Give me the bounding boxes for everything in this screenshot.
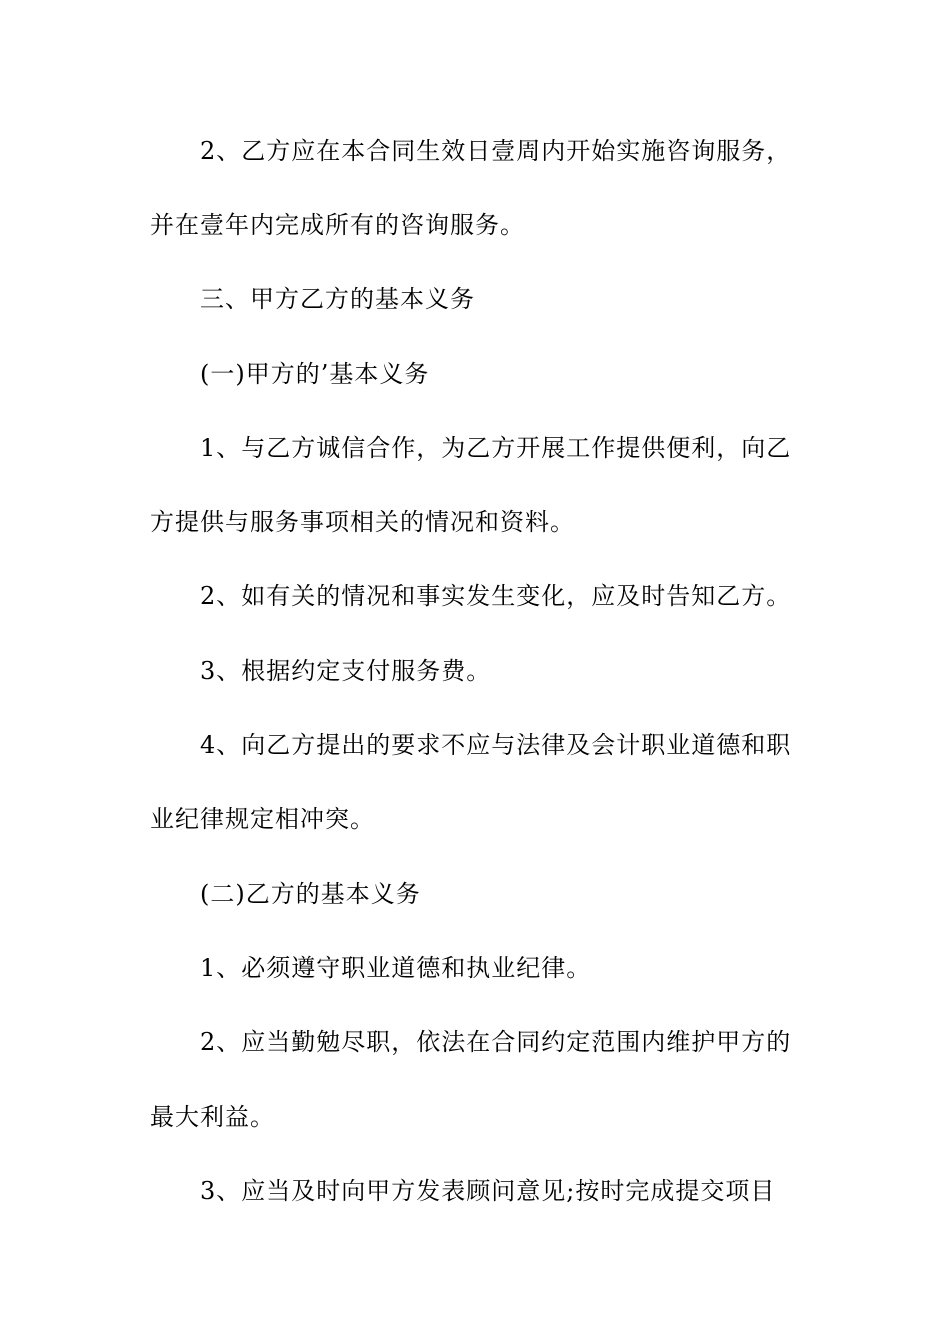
paragraph-line: 3、应当及时向甲方发表顾问意见;按时完成提交项目 <box>200 1177 776 1205</box>
paragraph-line: 2、应当勤勉尽职，依法在合同约定范围内维护甲方的 <box>200 1028 792 1056</box>
paragraph-line: 3、根据约定支付服务费。 <box>200 657 492 685</box>
paragraph-line: 2、如有关的情况和事实发生变化，应及时告知乙方。 <box>200 582 792 610</box>
subsection-heading: (一)甲方的’基本义务 <box>200 360 430 388</box>
subsection-heading: (二)乙方的基本义务 <box>200 880 421 908</box>
paragraph-line: 业纪律规定相冲突。 <box>150 805 375 833</box>
paragraph-line: 4、向乙方提出的要求不应与法律及会计职业道德和职 <box>200 731 792 759</box>
paragraph-line: 1、与乙方诚信合作，为乙方开展工作提供便利，向乙 <box>200 434 792 462</box>
paragraph-line: 方提供与服务事项相关的情况和资料。 <box>150 508 575 536</box>
paragraph-line: 并在壹年内完成所有的咨询服务。 <box>150 211 525 239</box>
paragraph-line: 1、必须遵守职业道德和执业纪律。 <box>200 954 592 982</box>
section-heading: 三、甲方乙方的基本义务 <box>200 285 475 313</box>
paragraph-line: 最大利益。 <box>150 1103 275 1131</box>
paragraph-line: 2、乙方应在本合同生效日壹周内开始实施咨询服务， <box>200 137 792 165</box>
